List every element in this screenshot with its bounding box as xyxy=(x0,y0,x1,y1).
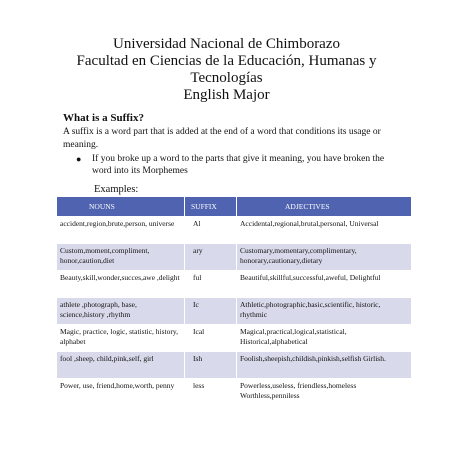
table-row xyxy=(57,352,412,379)
nouns-cell: athlete ,photograph, base, science,history ,rhythm xyxy=(57,298,185,325)
nouns-cell: Custom,moment,compliment, honor,caution,diet xyxy=(57,244,185,271)
university-name: Universidad Nacional de Chimborazo xyxy=(112,36,340,52)
table-row xyxy=(57,325,412,352)
suffix-cell: Al xyxy=(185,217,237,244)
table-header-row xyxy=(57,197,412,217)
major-name: English Major xyxy=(183,87,270,103)
table-row xyxy=(57,244,412,271)
table-row xyxy=(57,298,412,325)
adjectives-cell: Foolish,sheepish,childish,pinkish,selfish Girlish. xyxy=(237,352,412,379)
suffix-cell: less xyxy=(185,379,237,406)
adjectives-cell: Athletic,photographic,basic,scientific, historic, rhythmic xyxy=(237,298,412,325)
nouns-cell: Beauty,skill,wonder,succes,awe ,delight xyxy=(57,271,185,298)
suffix-cell: Ish xyxy=(185,352,237,379)
suffix-cell: Ical xyxy=(185,325,237,352)
header-adjectives: ADJECTIVES xyxy=(237,197,412,217)
faculty-name: Facultad en Ciencias de la Educación, Humanas y xyxy=(76,53,377,69)
suffix-cell: ful xyxy=(185,271,237,298)
nouns-cell: Magic, practice, logic, statistic, history, alphabet xyxy=(57,325,185,352)
adjectives-cell: Magical,practical,logical,statistical, Historical,alphabetical xyxy=(237,325,412,352)
adjectives-cell: Accidental,regional,brutal,personal, Universal xyxy=(237,217,412,244)
document-header xyxy=(0,36,453,104)
definition-paragraph: A suffix is a word part that is added at the end of a word that conditions its usage or meaning. xyxy=(63,127,381,150)
bullet-item xyxy=(76,153,386,177)
header-suffix: SUFFIX xyxy=(185,197,237,217)
bullet-icon: ● xyxy=(76,154,82,164)
suffix-table xyxy=(56,196,412,406)
table-row xyxy=(57,217,412,244)
section-title: What is a Suffix? xyxy=(63,112,144,124)
bullet-text: If you broke up a word to the parts that give it meaning, you have broken the word into its Morphemes xyxy=(92,154,385,176)
nouns-cell: Power, use, friend,home,worth, penny xyxy=(57,379,185,406)
suffix-cell: ary xyxy=(185,244,237,271)
header-nouns: NOUNS xyxy=(57,197,185,217)
adjectives-cell: Customary,momentary,complimentary, honorary,cautionary,dietary xyxy=(237,244,412,271)
suffix-cell: Ic xyxy=(185,298,237,325)
table-row xyxy=(57,379,412,406)
adjectives-cell: Powerless,useless, friendless,homeless Worthless,penniless xyxy=(237,379,412,406)
adjectives-cell: Beautiful,skillful,successful,aweful, Delightful xyxy=(237,271,412,298)
examples-label: Examples: xyxy=(94,184,139,195)
faculty-name-cont: Tecnologías xyxy=(190,70,263,86)
nouns-cell: fool ,sheep, child,pink,self, girl xyxy=(57,352,185,379)
nouns-cell: accident,region,brute,person, universe xyxy=(57,217,185,244)
table-row xyxy=(57,271,412,298)
